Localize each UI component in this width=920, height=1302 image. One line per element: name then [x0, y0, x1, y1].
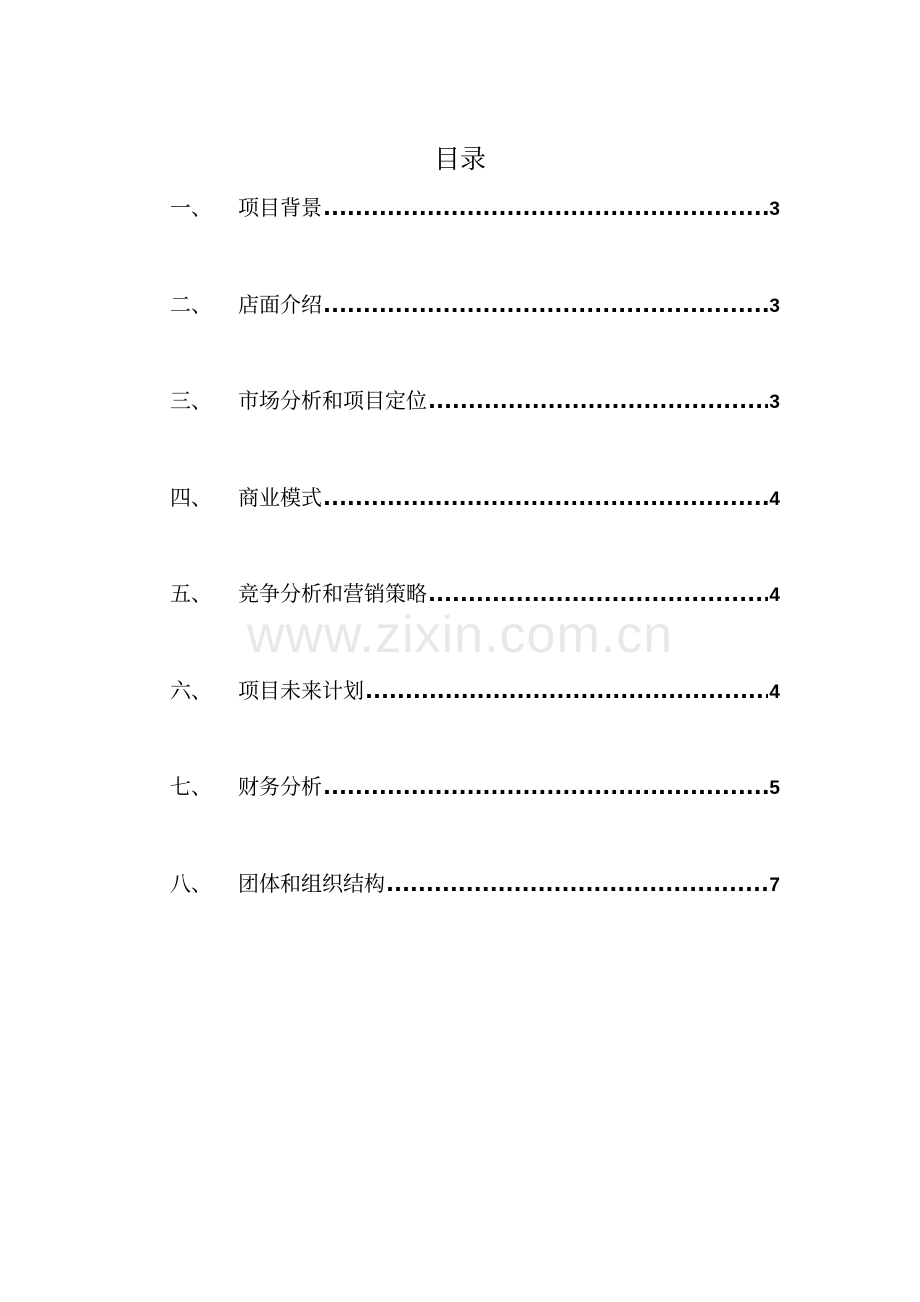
toc-entry-page: 4	[769, 488, 780, 510]
toc-entry[interactable]	[170, 383, 780, 480]
toc-dot-leader	[323, 287, 768, 323]
toc-entry-number: 五、	[170, 582, 212, 606]
toc-dot-leader	[428, 383, 768, 419]
toc-entry-label: 财务分析	[238, 775, 322, 799]
toc-dot-leader	[323, 480, 768, 516]
toc-entry-label: 项目未来计划	[238, 678, 364, 703]
toc-entry-number: 七、	[170, 775, 212, 799]
toc-entry-label: 店面介绍	[238, 292, 322, 317]
watermark: www.zixin.com.cn	[246, 606, 674, 664]
toc-entry[interactable]	[170, 866, 780, 963]
toc-entry-page: 3	[769, 295, 780, 317]
toc-entry[interactable]	[170, 769, 780, 866]
toc-entry-number: 八、	[170, 871, 212, 896]
toc-dot-leader	[365, 673, 768, 709]
toc-dot-leader	[323, 190, 768, 226]
toc-dot-leader	[386, 866, 768, 902]
toc-entry-page: 4	[769, 585, 780, 606]
toc-entry-label: 市场分析和项目定位	[238, 389, 427, 413]
toc-entry-page: 3	[769, 392, 780, 413]
toc-entry[interactable]	[170, 673, 780, 770]
toc-dot-leader	[428, 576, 768, 612]
toc-entry-page: 7	[769, 874, 780, 896]
toc-entry-number: 二、	[170, 292, 212, 317]
page-title: 目录	[433, 145, 486, 175]
toc-entry[interactable]	[170, 190, 780, 287]
toc-entry-number: 三、	[170, 389, 212, 413]
table-of-contents	[170, 190, 780, 962]
toc-entry-label: 项目背景	[238, 196, 322, 220]
toc-entry-label: 商业模式	[238, 485, 322, 510]
toc-entry-number: 四、	[170, 485, 212, 510]
toc-entry-page: 3	[769, 199, 780, 220]
toc-entry-label: 竞争分析和营销策略	[238, 582, 427, 606]
toc-entry-page: 4	[769, 681, 780, 703]
toc-entry[interactable]	[170, 480, 780, 577]
toc-entry[interactable]	[170, 576, 780, 673]
toc-entry-number: 一、	[170, 196, 212, 220]
toc-entry-page: 5	[769, 778, 780, 799]
toc-dot-leader	[323, 769, 768, 805]
toc-entry[interactable]	[170, 287, 780, 384]
toc-entry-number: 六、	[170, 678, 212, 703]
toc-entry-label: 团体和组织结构	[238, 871, 385, 896]
